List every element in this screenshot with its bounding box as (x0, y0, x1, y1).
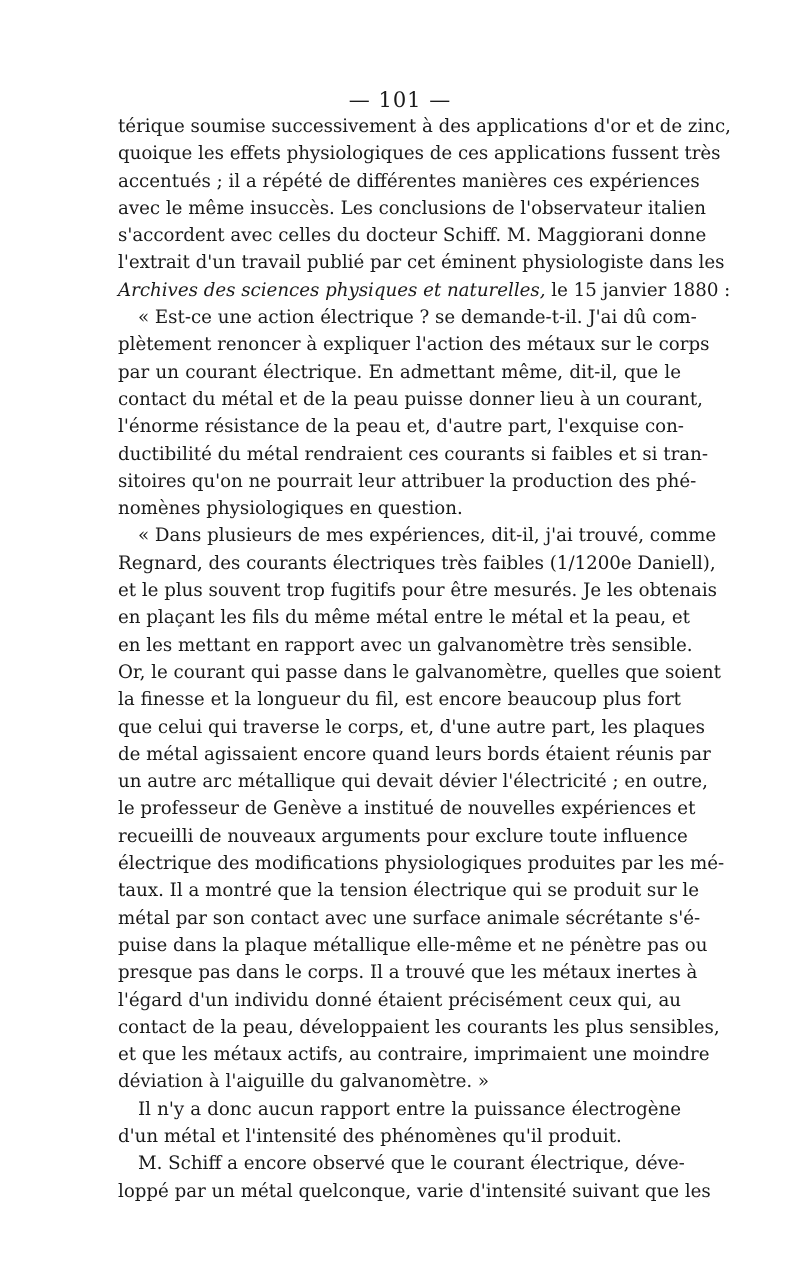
text-line: avec le même insuccès. Les conclusions de l'observateur italien (118, 197, 706, 219)
text-line: s'accordent avec celles du docteur Schiff. M. Maggiorani donne (118, 225, 707, 247)
text-line: contact du métal et de la peau puisse donner lieu à un courant, (118, 388, 703, 410)
text-line: le professeur de Genève a institué de nouvelles expériences et (118, 798, 696, 820)
text-line: Regnard, des courants électriques très faibles (1/1200e Daniell), (118, 552, 716, 574)
text-line: métal par son contact avec une surface animale sécrétante s'é- (118, 907, 701, 929)
text-line: quoique les effets physiologiques de ces applications fussent très (118, 143, 721, 165)
text-line: accentués ; il a répété de différentes manières ces expériences (118, 170, 700, 192)
text-line-citation (118, 277, 731, 304)
citation-date: le 15 janvier 1880 : (545, 279, 731, 301)
text-line: « Est-ce une action électrique ? se demande-t-il. J'ai dû com- (138, 307, 697, 329)
page-number: — 101 — (348, 88, 452, 112)
text-line: et le plus souvent trop fugitifs pour être mesurés. Je les obtenais (118, 580, 717, 602)
text-line: Or, le courant qui passe dans le galvanomètre, quelles que soient (118, 661, 721, 683)
text-line: ductibilité du métal rendraient ces courants si faibles et si tran- (118, 443, 708, 465)
journal-title: Archives des sciences physiques et naturelles, (118, 279, 546, 301)
text-line: l'extrait d'un travail publié par cet éminent physiologiste dans les (118, 252, 725, 274)
text-line: sitoires qu'on ne pourrait leur attribuer la production des phé- (118, 470, 697, 492)
text-line: contact de la peau, développaient les courants les plus sensibles, (118, 1016, 720, 1038)
text-line: M. Schiff a encore observé que le courant électrique, déve- (138, 1153, 685, 1175)
text-line: recueilli de nouveaux arguments pour exclure toute influence (118, 825, 688, 847)
text-line: loppé par un métal quelconque, varie d'intensité suivant que les (118, 1180, 711, 1202)
text-line: plètement renoncer à expliquer l'action des métaux sur le corps (118, 334, 710, 356)
text-line: et que les métaux actifs, au contraire, imprimaient une moindre (118, 1044, 710, 1066)
text-line: l'énorme résistance de la peau et, d'autre part, l'exquise con- (118, 416, 684, 438)
text-line: taux. Il a montré que la tension électrique qui se produit sur le (118, 880, 700, 902)
text-line: déviation à l'aiguille du galvanomètre. » (118, 1071, 490, 1093)
text-line: presque pas dans le corps. Il a trouvé que les métaux inertes à (118, 962, 698, 984)
text-line: un autre arc métallique qui devait dévier l'électricité ; en outre, (118, 771, 708, 793)
text-line: puise dans la plaque métallique elle-même et ne pénètre pas ou (118, 934, 708, 956)
text-line: nomènes physiologiques en question. (118, 498, 463, 520)
text-line: que celui qui traverse le corps, et, d'une autre part, les plaques (118, 716, 705, 738)
text-line: d'un métal et l'intensité des phénomènes qu'il produit. (118, 1125, 622, 1147)
text-line: par un courant électrique. En admettant même, dit-il, que le (118, 361, 681, 383)
text-line: en plaçant les fils du même métal entre le métal et la peau, et (118, 607, 690, 629)
text-line: la finesse et la longueur du fil, est encore beaucoup plus fort (118, 689, 681, 711)
text-line: en les mettant en rapport avec un galvanomètre très sensible. (118, 634, 693, 656)
body-text (118, 113, 731, 1205)
text-line: « Dans plusieurs de mes expériences, dit-il, j'ai trouvé, comme (138, 525, 717, 547)
text-line: Il n'y a donc aucun rapport entre la puissance électrogène (138, 1098, 681, 1120)
text-line: électrique des modifications physiologiques produites par les mé- (118, 853, 725, 875)
text-line: térique soumise successivement à des applications d'or et de zinc, (118, 116, 731, 137)
text-line: de métal agissaient encore quand leurs bords étaient réunis par (118, 743, 711, 765)
text-line: l'égard d'un individu donné étaient précisément ceux qui, au (118, 989, 681, 1011)
